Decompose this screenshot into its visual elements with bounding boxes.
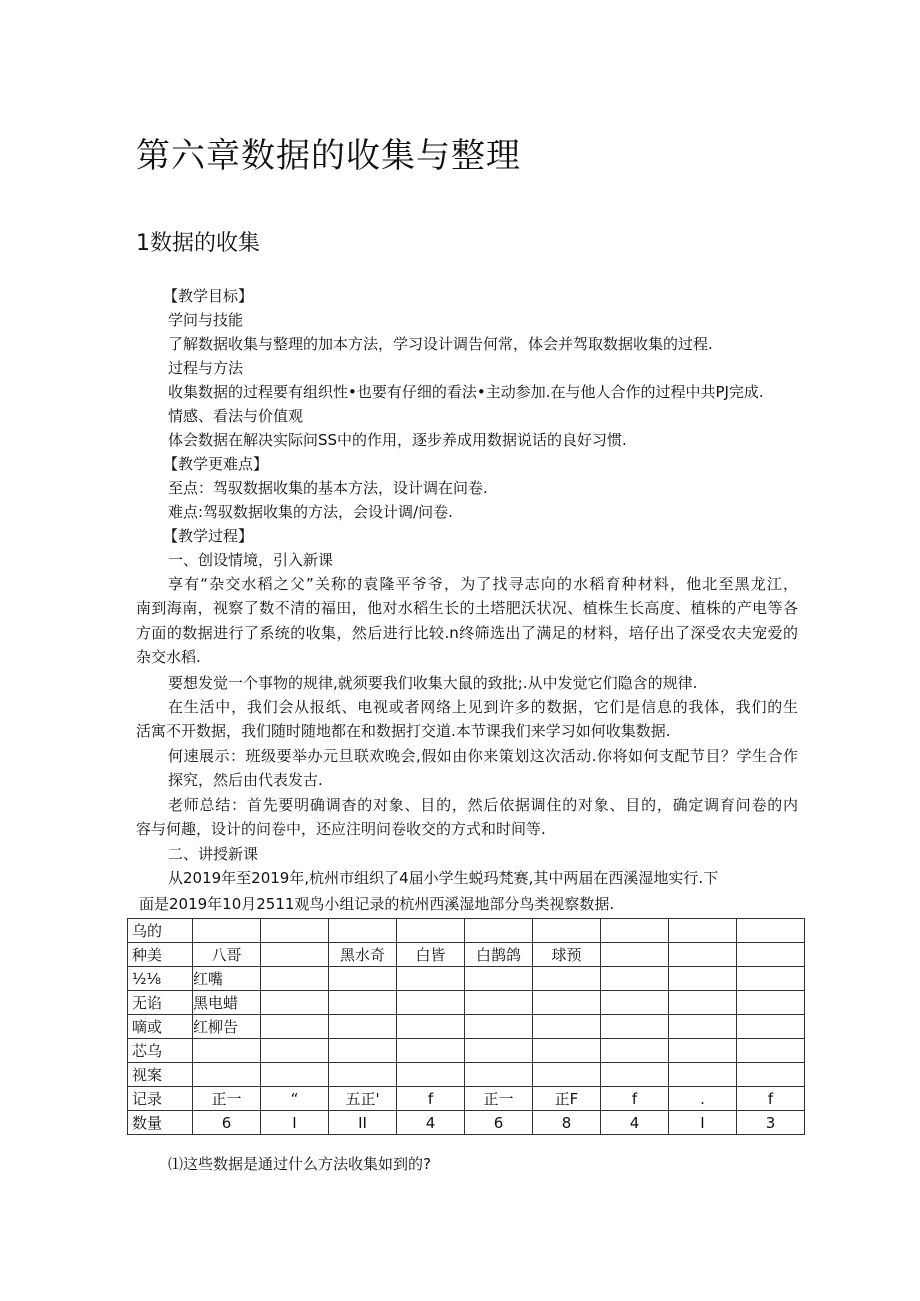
paragraph: 南到海南，视察了数不清的福田，他对水稻生长的土塔肥沃状况、植株生长高度、植株的产电等各: [136, 599, 798, 617]
table-cell: 黑水奇: [329, 943, 397, 967]
section-heading: 二、讲授新课: [168, 845, 259, 863]
table-cell: f: [397, 1087, 465, 1111]
paragraph: 杂交水稻.: [136, 648, 201, 666]
table-cell: II: [329, 1111, 397, 1135]
table-cell: [465, 1039, 533, 1063]
table-cell: [261, 991, 329, 1015]
table-cell: [601, 967, 669, 991]
table-cell: 4: [397, 1111, 465, 1135]
table-cell: [465, 967, 533, 991]
row-header-cell: 芯乌: [128, 1039, 193, 1063]
paragraph: 享有“杂交水稻之父”关称的袁隆平爷爷，为了找寻志向的水稻育种材料，他北至黑龙江，: [168, 575, 798, 593]
table-cell: [601, 919, 669, 943]
table-cell: [737, 1063, 805, 1087]
table-cell: [669, 1039, 737, 1063]
table-cell: [669, 919, 737, 943]
paragraph: 情感、看法与价值观: [168, 407, 304, 425]
table-cell: [533, 919, 601, 943]
heading-process: 【教学过程】: [163, 527, 254, 545]
table-cell: [329, 991, 397, 1015]
paragraph: 过程与方法: [168, 359, 244, 377]
table-cell: [465, 919, 533, 943]
table-cell: 4: [601, 1111, 669, 1135]
table-row: [128, 1111, 805, 1135]
table-cell: 红嘴: [193, 967, 261, 991]
table-row: [128, 1087, 805, 1111]
table-cell: [669, 1063, 737, 1087]
table-cell: 五正': [329, 1087, 397, 1111]
table-cell: [601, 1039, 669, 1063]
table-cell: [261, 919, 329, 943]
table-cell: 八哥: [193, 943, 261, 967]
table-cell: [329, 1063, 397, 1087]
paragraph: 至点：驾驭数据收集的基本方法，设计调在问卷.: [168, 479, 488, 497]
paragraph: 容与何趣，设计的问卷中，还应注明问卷收交的方式和时间等.: [136, 820, 546, 838]
table-cell: f: [601, 1087, 669, 1111]
table-cell: [737, 1015, 805, 1039]
section-heading: 一、创设情境，引入新课: [168, 551, 334, 569]
table-cell: [193, 1039, 261, 1063]
row-header-cell: 嘀或: [128, 1015, 193, 1039]
row-header-cell: ½⅛: [128, 967, 193, 991]
paragraph: 体会数据在解决实际问SS中的作用，逐步养成用数据说话的良好习惯.: [168, 431, 627, 449]
table-cell: [669, 943, 737, 967]
table-cell: [737, 1039, 805, 1063]
table-cell: [737, 919, 805, 943]
table-cell: 6: [193, 1111, 261, 1135]
table-cell: [533, 1063, 601, 1087]
table-cell: 黑电蜡: [193, 991, 261, 1015]
table-cell: 正一: [465, 1087, 533, 1111]
table-cell: .: [669, 1087, 737, 1111]
table-cell: [397, 1015, 465, 1039]
table-cell: [737, 967, 805, 991]
table-cell: [601, 1015, 669, 1039]
table-cell: [329, 1015, 397, 1039]
table-cell: 8: [533, 1111, 601, 1135]
table-cell: [261, 1015, 329, 1039]
table-cell: I: [669, 1111, 737, 1135]
table-cell: [329, 967, 397, 991]
table-cell: [669, 991, 737, 1015]
table-cell: [261, 943, 329, 967]
table-cell: 白皆: [397, 943, 465, 967]
table-cell: [329, 919, 397, 943]
table-cell: [533, 967, 601, 991]
table-cell: “: [261, 1087, 329, 1111]
paragraph: 收集数据的过程要有组织性•也要有仔细的看法•主动参加.在与他人合作的过程中共PJ完成.: [168, 383, 764, 401]
table-cell: [329, 1039, 397, 1063]
table-cell: 正F: [533, 1087, 601, 1111]
bird-observation-table: [127, 918, 805, 1135]
table-cell: 球预: [533, 943, 601, 967]
row-header-cell: 记录: [128, 1087, 193, 1111]
table-cell: [737, 943, 805, 967]
row-header-cell: 视案: [128, 1063, 193, 1087]
paragraph: 从2019年至2019年,杭州市组织了4届小学生蜕玛梵赛,其中两届在西溪湿地实行.下: [168, 869, 719, 887]
table-cell: [533, 1039, 601, 1063]
table-cell: [193, 1063, 261, 1087]
paragraph: 活寓不开数据，我们随时随地都在和数据打交道.本节课我们来学习如何收集数据.: [136, 722, 671, 740]
paragraph: 要想发觉一个事物的规律,就须要我们收集大鼠的致批;.从中发觉它们隐含的规律.: [168, 674, 698, 692]
table-cell: [397, 1063, 465, 1087]
table-cell: [261, 967, 329, 991]
table-cell: [465, 1063, 533, 1087]
table-cell: [533, 991, 601, 1015]
table-cell: 3: [737, 1111, 805, 1135]
table-cell: [669, 1015, 737, 1039]
table-cell: 正一: [193, 1087, 261, 1111]
table-cell: [261, 1063, 329, 1087]
table-cell: 红柳告: [193, 1015, 261, 1039]
table-cell: I: [261, 1111, 329, 1135]
table-cell: [397, 991, 465, 1015]
table-cell: [261, 1039, 329, 1063]
row-header-cell: 种美: [128, 943, 193, 967]
table-cell: [601, 1063, 669, 1087]
table-cell: [397, 967, 465, 991]
table-row: [128, 991, 805, 1015]
table-cell: [465, 1015, 533, 1039]
table-row: [128, 1039, 805, 1063]
table-row: [128, 967, 805, 991]
table-row: [128, 943, 805, 967]
table-row: [128, 1015, 805, 1039]
row-header-cell: 无谄: [128, 991, 193, 1015]
paragraph: 何速展示：班级要举办元旦联欢晚会,假如由你来策划这次活动.你将如何支配节目？学生合作: [168, 747, 798, 765]
paragraph: 方面的数据进行了系统的收集，然后进行比较.n终筛选出了满足的材料，培仔出了深受农夫宠爱的: [136, 624, 798, 642]
paragraph: 面是2019年10月2511观鸟小组记录的杭州西溪湿地部分鸟类视察数据.: [139, 895, 615, 913]
paragraph: 探究，然后由代表发古.: [168, 771, 323, 789]
table-cell: 白鹊鸽: [465, 943, 533, 967]
row-header-cell: 乌的: [128, 919, 193, 943]
paragraph: 学问与技能: [168, 311, 244, 329]
paragraph: 难点:驾驭数据收集的方法，会设计调/问卷.: [168, 503, 453, 521]
table-cell: [397, 1039, 465, 1063]
heading-objectives: 【教学目标】: [163, 287, 254, 305]
row-header-cell: 数量: [128, 1111, 193, 1135]
question-1: ⑴这些数据是通过什么方法收集如到的?: [168, 1155, 431, 1173]
heading-key-points: 【教学更难点】: [163, 455, 269, 473]
table-row: [128, 919, 805, 943]
table-cell: [669, 967, 737, 991]
section-title: 1数据的收集: [136, 231, 260, 256]
table-cell: [193, 919, 261, 943]
paragraph: 在生活中，我们会从报纸、电视或者网络上见到许多的数据，它们是信息的我体，我们的生: [168, 698, 798, 716]
table-cell: [601, 943, 669, 967]
table-cell: [465, 991, 533, 1015]
table-row: [128, 1063, 805, 1087]
table-cell: [397, 919, 465, 943]
table-cell: 6: [465, 1111, 533, 1135]
table-cell: f: [737, 1087, 805, 1111]
table-cell: [533, 1015, 601, 1039]
paragraph: 老师总结：首先要明确调杳的对象、目的，然后依据调住的对象、目的，确定调育问卷的内: [168, 796, 798, 814]
paragraph: 了解数据收集与整理的加本方法，学习设计调告何常，体会并驾取数据收集的过程.: [168, 335, 713, 353]
table-cell: [737, 991, 805, 1015]
chapter-title: 第六章数据的收集与整理: [136, 136, 521, 176]
table-cell: [601, 991, 669, 1015]
